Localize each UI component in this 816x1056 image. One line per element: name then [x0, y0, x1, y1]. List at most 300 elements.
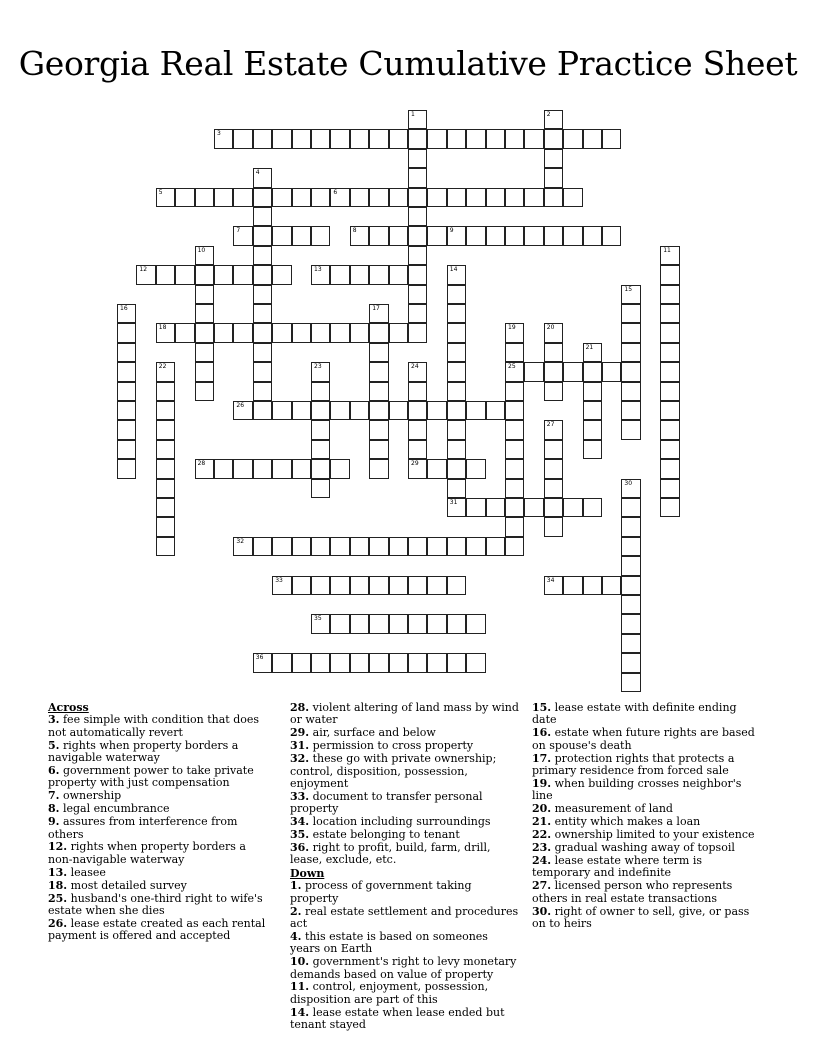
- grid-cell[interactable]: [195, 343, 214, 362]
- grid-cell[interactable]: [369, 401, 388, 420]
- grid-cell[interactable]: [389, 614, 408, 633]
- grid-cell[interactable]: [195, 246, 214, 265]
- grid-cell[interactable]: [233, 459, 252, 478]
- grid-cell[interactable]: [253, 285, 272, 304]
- grid-cell[interactable]: [369, 226, 388, 245]
- grid-cell[interactable]: [272, 265, 291, 284]
- grid-cell[interactable]: [505, 420, 524, 439]
- grid-cell[interactable]: [253, 129, 272, 148]
- grid-cell[interactable]: [408, 459, 427, 478]
- grid-cell[interactable]: [466, 498, 485, 517]
- grid-cell[interactable]: [330, 576, 349, 595]
- grid-cell[interactable]: [156, 362, 175, 381]
- grid-cell[interactable]: [330, 459, 349, 478]
- grid-cell[interactable]: [583, 382, 602, 401]
- grid-cell[interactable]: [563, 129, 582, 148]
- grid-cell[interactable]: [117, 323, 136, 342]
- grid-cell[interactable]: [311, 362, 330, 381]
- grid-cell[interactable]: [175, 323, 194, 342]
- grid-cell[interactable]: [117, 401, 136, 420]
- grid-cell[interactable]: [583, 440, 602, 459]
- grid-cell[interactable]: [621, 537, 640, 556]
- grid-cell[interactable]: [447, 304, 466, 323]
- grid-cell[interactable]: [621, 420, 640, 439]
- grid-cell[interactable]: [544, 226, 563, 245]
- grid-cell[interactable]: [505, 459, 524, 478]
- grid-cell[interactable]: [466, 401, 485, 420]
- grid-cell[interactable]: [602, 226, 621, 245]
- grid-cell[interactable]: [292, 188, 311, 207]
- grid-cell[interactable]: [136, 265, 155, 284]
- grid-cell[interactable]: [195, 382, 214, 401]
- grid-cell[interactable]: [311, 226, 330, 245]
- grid-cell[interactable]: [311, 382, 330, 401]
- grid-cell[interactable]: [117, 440, 136, 459]
- grid-cell[interactable]: [447, 479, 466, 498]
- grid-cell[interactable]: [621, 382, 640, 401]
- grid-cell[interactable]: [544, 168, 563, 187]
- grid-cell[interactable]: [117, 459, 136, 478]
- grid-cell[interactable]: [350, 265, 369, 284]
- grid-cell[interactable]: [466, 537, 485, 556]
- grid-cell[interactable]: [466, 459, 485, 478]
- grid-cell[interactable]: [233, 129, 252, 148]
- grid-cell[interactable]: [233, 401, 252, 420]
- grid-cell[interactable]: [660, 323, 679, 342]
- grid-cell[interactable]: [292, 226, 311, 245]
- grid-cell[interactable]: [233, 188, 252, 207]
- grid-cell[interactable]: [427, 537, 446, 556]
- grid-cell[interactable]: [369, 265, 388, 284]
- grid-cell[interactable]: [602, 576, 621, 595]
- grid-cell[interactable]: [253, 343, 272, 362]
- grid-cell[interactable]: [466, 614, 485, 633]
- grid-cell[interactable]: [621, 517, 640, 536]
- grid-cell[interactable]: [272, 323, 291, 342]
- grid-cell[interactable]: [447, 459, 466, 478]
- grid-cell[interactable]: [660, 401, 679, 420]
- grid-cell[interactable]: [156, 537, 175, 556]
- grid-cell[interactable]: [505, 401, 524, 420]
- grid-cell[interactable]: [544, 420, 563, 439]
- grid-cell[interactable]: [621, 479, 640, 498]
- grid-cell[interactable]: [272, 226, 291, 245]
- grid-cell[interactable]: [253, 401, 272, 420]
- grid-cell[interactable]: [583, 401, 602, 420]
- grid-cell[interactable]: [389, 265, 408, 284]
- grid-cell[interactable]: [408, 304, 427, 323]
- grid-cell[interactable]: [214, 265, 233, 284]
- grid-cell[interactable]: [389, 576, 408, 595]
- grid-cell[interactable]: [486, 537, 505, 556]
- grid-cell[interactable]: [311, 420, 330, 439]
- grid-cell[interactable]: [253, 188, 272, 207]
- grid-cell[interactable]: [117, 382, 136, 401]
- grid-cell[interactable]: [447, 614, 466, 633]
- grid-cell[interactable]: [369, 304, 388, 323]
- grid-cell[interactable]: [427, 653, 446, 672]
- grid-cell[interactable]: [369, 362, 388, 381]
- grid-cell[interactable]: [427, 576, 446, 595]
- grid-cell[interactable]: [524, 226, 543, 245]
- grid-cell[interactable]: [369, 614, 388, 633]
- grid-cell[interactable]: [583, 129, 602, 148]
- grid-cell[interactable]: [272, 576, 291, 595]
- grid-cell[interactable]: [486, 188, 505, 207]
- grid-cell[interactable]: [214, 323, 233, 342]
- grid-cell[interactable]: [369, 188, 388, 207]
- grid-cell[interactable]: [408, 420, 427, 439]
- grid-cell[interactable]: [117, 420, 136, 439]
- grid-cell[interactable]: [253, 168, 272, 187]
- grid-cell[interactable]: [563, 188, 582, 207]
- grid-cell[interactable]: [544, 382, 563, 401]
- grid-cell[interactable]: [447, 401, 466, 420]
- grid-cell[interactable]: [408, 246, 427, 265]
- grid-cell[interactable]: [486, 226, 505, 245]
- grid-cell[interactable]: [253, 246, 272, 265]
- grid-cell[interactable]: [621, 556, 640, 575]
- grid-cell[interactable]: [447, 440, 466, 459]
- grid-cell[interactable]: [505, 479, 524, 498]
- grid-cell[interactable]: [621, 343, 640, 362]
- grid-cell[interactable]: [621, 285, 640, 304]
- grid-cell[interactable]: [195, 188, 214, 207]
- grid-cell[interactable]: [408, 401, 427, 420]
- grid-cell[interactable]: [486, 401, 505, 420]
- grid-cell[interactable]: [156, 382, 175, 401]
- grid-cell[interactable]: [408, 110, 427, 129]
- grid-cell[interactable]: [350, 323, 369, 342]
- grid-cell[interactable]: [311, 265, 330, 284]
- grid-cell[interactable]: [369, 537, 388, 556]
- grid-cell[interactable]: [602, 129, 621, 148]
- grid-cell[interactable]: [583, 226, 602, 245]
- grid-cell[interactable]: [505, 343, 524, 362]
- grid-cell[interactable]: [544, 129, 563, 148]
- grid-cell[interactable]: [427, 129, 446, 148]
- grid-cell[interactable]: [408, 226, 427, 245]
- grid-cell[interactable]: [330, 537, 349, 556]
- grid-cell[interactable]: [660, 459, 679, 478]
- grid-cell[interactable]: [117, 343, 136, 362]
- grid-cell[interactable]: [408, 323, 427, 342]
- grid-cell[interactable]: [505, 382, 524, 401]
- grid-cell[interactable]: [311, 323, 330, 342]
- grid-cell[interactable]: [311, 653, 330, 672]
- grid-cell[interactable]: [660, 440, 679, 459]
- grid-cell[interactable]: [292, 537, 311, 556]
- grid-cell[interactable]: [486, 498, 505, 517]
- grid-cell[interactable]: [292, 401, 311, 420]
- grid-cell[interactable]: [408, 168, 427, 187]
- grid-cell[interactable]: [583, 362, 602, 381]
- grid-cell[interactable]: [369, 420, 388, 439]
- grid-cell[interactable]: [369, 576, 388, 595]
- grid-cell[interactable]: [330, 323, 349, 342]
- grid-cell[interactable]: [621, 304, 640, 323]
- grid-cell[interactable]: [563, 362, 582, 381]
- grid-cell[interactable]: [621, 362, 640, 381]
- grid-cell[interactable]: [233, 537, 252, 556]
- grid-cell[interactable]: [427, 459, 446, 478]
- grid-cell[interactable]: [621, 498, 640, 517]
- grid-cell[interactable]: [253, 382, 272, 401]
- grid-cell[interactable]: [524, 129, 543, 148]
- grid-cell[interactable]: [621, 576, 640, 595]
- grid-cell[interactable]: [389, 323, 408, 342]
- grid-cell[interactable]: [447, 265, 466, 284]
- grid-cell[interactable]: [660, 498, 679, 517]
- grid-cell[interactable]: [175, 265, 194, 284]
- grid-cell[interactable]: [544, 188, 563, 207]
- grid-cell[interactable]: [156, 323, 175, 342]
- grid-cell[interactable]: [621, 634, 640, 653]
- grid-cell[interactable]: [369, 382, 388, 401]
- grid-cell[interactable]: [544, 479, 563, 498]
- grid-cell[interactable]: [544, 149, 563, 168]
- grid-cell[interactable]: [350, 576, 369, 595]
- grid-cell[interactable]: [369, 129, 388, 148]
- grid-cell[interactable]: [447, 188, 466, 207]
- grid-cell[interactable]: [350, 226, 369, 245]
- grid-cell[interactable]: [505, 188, 524, 207]
- grid-cell[interactable]: [156, 459, 175, 478]
- grid-cell[interactable]: [369, 323, 388, 342]
- grid-cell[interactable]: [311, 459, 330, 478]
- grid-cell[interactable]: [563, 576, 582, 595]
- grid-cell[interactable]: [660, 285, 679, 304]
- grid-cell[interactable]: [214, 459, 233, 478]
- grid-cell[interactable]: [350, 614, 369, 633]
- grid-cell[interactable]: [156, 440, 175, 459]
- grid-cell[interactable]: [447, 285, 466, 304]
- grid-cell[interactable]: [272, 129, 291, 148]
- grid-cell[interactable]: [195, 459, 214, 478]
- grid-cell[interactable]: [272, 537, 291, 556]
- grid-cell[interactable]: [311, 479, 330, 498]
- grid-cell[interactable]: [505, 498, 524, 517]
- grid-cell[interactable]: [563, 226, 582, 245]
- grid-cell[interactable]: [427, 226, 446, 245]
- grid-cell[interactable]: [427, 188, 446, 207]
- grid-cell[interactable]: [253, 537, 272, 556]
- grid-cell[interactable]: [544, 362, 563, 381]
- grid-cell[interactable]: [505, 129, 524, 148]
- grid-cell[interactable]: [408, 285, 427, 304]
- grid-cell[interactable]: [427, 401, 446, 420]
- grid-cell[interactable]: [583, 420, 602, 439]
- grid-cell[interactable]: [408, 149, 427, 168]
- grid-cell[interactable]: [544, 110, 563, 129]
- grid-cell[interactable]: [660, 420, 679, 439]
- grid-cell[interactable]: [544, 576, 563, 595]
- grid-cell[interactable]: [156, 479, 175, 498]
- grid-cell[interactable]: [389, 129, 408, 148]
- grid-cell[interactable]: [311, 129, 330, 148]
- grid-cell[interactable]: [408, 537, 427, 556]
- grid-cell[interactable]: [408, 188, 427, 207]
- grid-cell[interactable]: [253, 226, 272, 245]
- grid-cell[interactable]: [233, 323, 252, 342]
- grid-cell[interactable]: [408, 265, 427, 284]
- grid-cell[interactable]: [466, 653, 485, 672]
- grid-cell[interactable]: [505, 362, 524, 381]
- grid-cell[interactable]: [253, 323, 272, 342]
- grid-cell[interactable]: [505, 323, 524, 342]
- grid-cell[interactable]: [466, 129, 485, 148]
- grid-cell[interactable]: [408, 440, 427, 459]
- grid-cell[interactable]: [175, 188, 194, 207]
- grid-cell[interactable]: [117, 304, 136, 323]
- grid-cell[interactable]: [408, 207, 427, 226]
- grid-cell[interactable]: [389, 653, 408, 672]
- grid-cell[interactable]: [544, 517, 563, 536]
- grid-cell[interactable]: [369, 459, 388, 478]
- grid-cell[interactable]: [369, 653, 388, 672]
- grid-cell[interactable]: [292, 459, 311, 478]
- grid-cell[interactable]: [544, 323, 563, 342]
- grid-cell[interactable]: [389, 401, 408, 420]
- grid-cell[interactable]: [621, 673, 640, 692]
- grid-cell[interactable]: [408, 653, 427, 672]
- grid-cell[interactable]: [311, 576, 330, 595]
- grid-cell[interactable]: [272, 401, 291, 420]
- grid-cell[interactable]: [330, 188, 349, 207]
- grid-cell[interactable]: [466, 226, 485, 245]
- grid-cell[interactable]: [253, 265, 272, 284]
- grid-cell[interactable]: [350, 129, 369, 148]
- grid-cell[interactable]: [330, 653, 349, 672]
- grid-cell[interactable]: [292, 576, 311, 595]
- grid-cell[interactable]: [544, 343, 563, 362]
- grid-cell[interactable]: [447, 498, 466, 517]
- grid-cell[interactable]: [253, 653, 272, 672]
- grid-cell[interactable]: [621, 653, 640, 672]
- grid-cell[interactable]: [447, 382, 466, 401]
- grid-cell[interactable]: [660, 362, 679, 381]
- grid-cell[interactable]: [350, 653, 369, 672]
- grid-cell[interactable]: [253, 459, 272, 478]
- grid-cell[interactable]: [408, 129, 427, 148]
- grid-cell[interactable]: [447, 323, 466, 342]
- grid-cell[interactable]: [447, 226, 466, 245]
- grid-cell[interactable]: [408, 382, 427, 401]
- grid-cell[interactable]: [214, 129, 233, 148]
- grid-cell[interactable]: [156, 420, 175, 439]
- grid-cell[interactable]: [524, 362, 543, 381]
- grid-cell[interactable]: [350, 401, 369, 420]
- grid-cell[interactable]: [195, 362, 214, 381]
- grid-cell[interactable]: [408, 576, 427, 595]
- grid-cell[interactable]: [447, 343, 466, 362]
- grid-cell[interactable]: [427, 614, 446, 633]
- grid-cell[interactable]: [408, 362, 427, 381]
- grid-cell[interactable]: [621, 595, 640, 614]
- grid-cell[interactable]: [311, 401, 330, 420]
- grid-cell[interactable]: [621, 323, 640, 342]
- grid-cell[interactable]: [195, 265, 214, 284]
- grid-cell[interactable]: [350, 537, 369, 556]
- grid-cell[interactable]: [292, 653, 311, 672]
- grid-cell[interactable]: [292, 129, 311, 148]
- grid-cell[interactable]: [272, 653, 291, 672]
- grid-cell[interactable]: [195, 285, 214, 304]
- grid-cell[interactable]: [447, 129, 466, 148]
- grid-cell[interactable]: [660, 343, 679, 362]
- grid-cell[interactable]: [156, 401, 175, 420]
- grid-cell[interactable]: [563, 498, 582, 517]
- grid-cell[interactable]: [214, 188, 233, 207]
- grid-cell[interactable]: [505, 517, 524, 536]
- grid-cell[interactable]: [524, 188, 543, 207]
- grid-cell[interactable]: [233, 226, 252, 245]
- grid-cell[interactable]: [311, 440, 330, 459]
- grid-cell[interactable]: [369, 440, 388, 459]
- grid-cell[interactable]: [602, 362, 621, 381]
- grid-cell[interactable]: [660, 304, 679, 323]
- grid-cell[interactable]: [544, 440, 563, 459]
- grid-cell[interactable]: [311, 537, 330, 556]
- grid-cell[interactable]: [389, 188, 408, 207]
- grid-cell[interactable]: [408, 614, 427, 633]
- grid-cell[interactable]: [156, 498, 175, 517]
- grid-cell[interactable]: [330, 129, 349, 148]
- grid-cell[interactable]: [272, 459, 291, 478]
- grid-cell[interactable]: [660, 382, 679, 401]
- grid-cell[interactable]: [369, 343, 388, 362]
- grid-cell[interactable]: [195, 304, 214, 323]
- grid-cell[interactable]: [466, 188, 485, 207]
- grid-cell[interactable]: [660, 479, 679, 498]
- grid-cell[interactable]: [311, 614, 330, 633]
- grid-cell[interactable]: [156, 188, 175, 207]
- grid-cell[interactable]: [447, 420, 466, 439]
- grid-cell[interactable]: [253, 304, 272, 323]
- grid-cell[interactable]: [583, 343, 602, 362]
- grid-cell[interactable]: [447, 576, 466, 595]
- grid-cell[interactable]: [583, 576, 602, 595]
- grid-cell[interactable]: [272, 188, 291, 207]
- grid-cell[interactable]: [544, 498, 563, 517]
- grid-cell[interactable]: [486, 129, 505, 148]
- grid-cell[interactable]: [505, 440, 524, 459]
- grid-cell[interactable]: [253, 362, 272, 381]
- grid-cell[interactable]: [505, 537, 524, 556]
- grid-cell[interactable]: [544, 459, 563, 478]
- grid-cell[interactable]: [195, 323, 214, 342]
- grid-cell[interactable]: [447, 537, 466, 556]
- grid-cell[interactable]: [621, 614, 640, 633]
- grid-cell[interactable]: [156, 517, 175, 536]
- grid-cell[interactable]: [330, 265, 349, 284]
- grid-cell[interactable]: [583, 498, 602, 517]
- grid-cell[interactable]: [447, 653, 466, 672]
- grid-cell[interactable]: [330, 614, 349, 633]
- grid-cell[interactable]: [350, 188, 369, 207]
- grid-cell[interactable]: [311, 188, 330, 207]
- grid-cell[interactable]: [447, 362, 466, 381]
- grid-cell[interactable]: [156, 265, 175, 284]
- grid-cell[interactable]: [524, 498, 543, 517]
- grid-cell[interactable]: [389, 226, 408, 245]
- grid-cell[interactable]: [233, 265, 252, 284]
- grid-cell[interactable]: [505, 226, 524, 245]
- grid-cell[interactable]: [660, 246, 679, 265]
- grid-cell[interactable]: [117, 362, 136, 381]
- grid-cell[interactable]: [660, 265, 679, 284]
- grid-cell[interactable]: [389, 537, 408, 556]
